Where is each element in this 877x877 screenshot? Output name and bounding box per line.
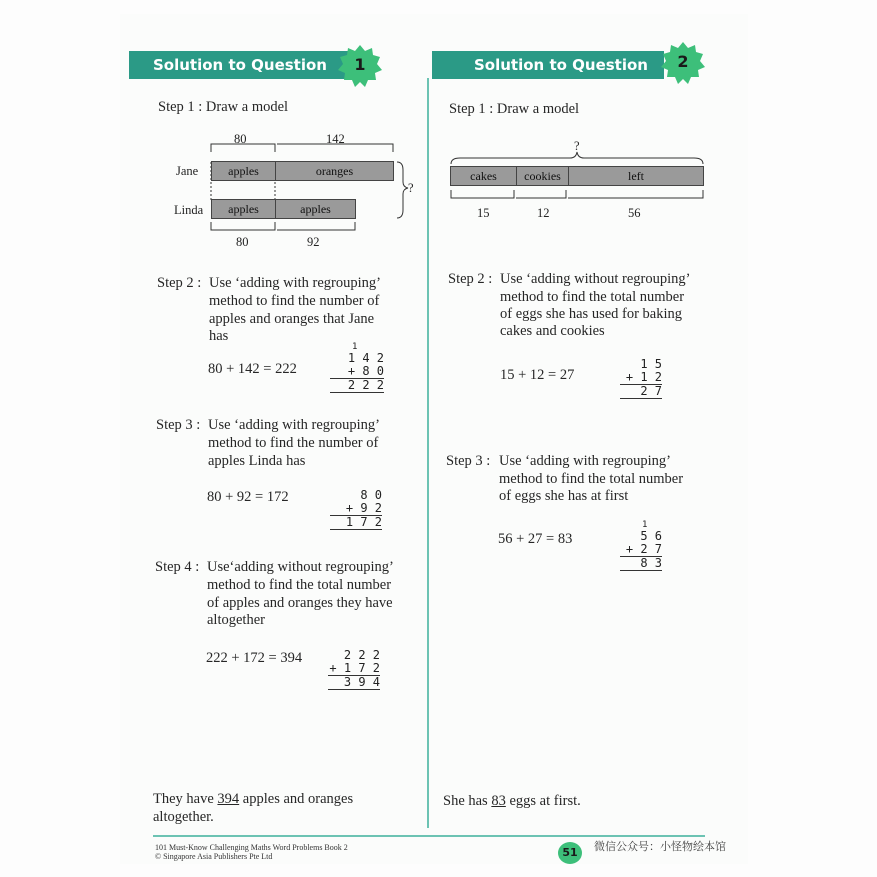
left-step2-label: Step 2 :	[157, 275, 202, 291]
carry-digit: 1	[642, 520, 648, 530]
right-step2-line3: of eggs she has used for baking	[500, 306, 683, 322]
sum-result: 2 2 2	[330, 378, 384, 393]
page-number: 51	[562, 846, 578, 859]
jane-segment-apples: apples	[212, 162, 276, 180]
watermark-text: 微信公众号：小怪物绘本馆	[594, 840, 726, 853]
right-step2-line2: method to find the total number	[500, 289, 685, 305]
left-step2-line2: method to find the number of	[209, 293, 380, 309]
right-step2-line1: Use ‘adding without regrouping’	[500, 271, 691, 287]
addend-bottom: + 2 7	[625, 542, 662, 556]
right-step2-label: Step 2 :	[448, 271, 493, 287]
right-label-12: 12	[537, 206, 550, 220]
right-answer-pre: She has	[443, 793, 492, 809]
addend-bottom: + 1 7 2	[329, 661, 380, 675]
sum-result: 1 7 2	[330, 515, 382, 530]
right-header-title: Solution to Question	[474, 56, 648, 74]
right-step2-equation: 15 + 12 = 27	[500, 367, 575, 383]
left-header-title: Solution to Question	[153, 56, 327, 74]
jane-segment-oranges: oranges	[315, 164, 354, 178]
right-step3-column-addition	[620, 520, 662, 571]
left-bottom-label-80: 80	[236, 235, 249, 249]
right-answer-number: 83	[491, 793, 506, 809]
left-step3-label: Step 3 :	[156, 417, 201, 433]
left-step3-line1: Use ‘adding with regrouping’	[208, 417, 380, 433]
carry-digit: 1	[352, 342, 358, 352]
left-step3-equation: 80 + 92 = 172	[207, 489, 289, 505]
left-step2-line4: has	[209, 328, 229, 344]
question-1-number: 1	[354, 55, 366, 74]
left-answer-line1	[153, 791, 353, 808]
question-2-number: 2	[677, 52, 689, 71]
addend-top: 1 4 2	[347, 351, 384, 365]
right-answer	[443, 793, 581, 810]
left-step1: Step 1 : Draw a model	[158, 99, 289, 115]
left-step2-line1: Use ‘adding with regrouping’	[209, 275, 381, 291]
left-answer-number: 394	[217, 791, 240, 807]
jane-bar	[211, 161, 394, 181]
left-step3-column-addition	[330, 489, 382, 530]
left-header-banner	[129, 51, 355, 79]
left-step3-line3: apples Linda has	[208, 453, 306, 469]
linda-bar	[211, 199, 356, 219]
right-header-banner	[432, 51, 664, 79]
left-step4-line2: method to find the total number	[207, 577, 392, 593]
left-step4-column-addition	[328, 649, 380, 690]
eggs-segment-left: left	[628, 169, 644, 183]
question-1-badge	[337, 44, 383, 90]
question-2-badge	[660, 41, 706, 87]
left-step4-equation: 222 + 172 = 394	[206, 650, 303, 666]
addend-bottom: + 1 2	[625, 370, 662, 384]
left-top-label-142: 142	[326, 132, 345, 146]
linda-segment-apples-1: apples	[212, 200, 276, 218]
footer-book-title: 101 Must-Know Challenging Maths Word Problems Book 2	[155, 843, 348, 852]
left-answer-post: apples and oranges	[239, 791, 354, 807]
left-step4-label: Step 4 :	[155, 559, 200, 575]
right-step1: Step 1 : Draw a model	[449, 101, 580, 117]
left-model-braces	[205, 140, 415, 245]
right-step3-line1: Use ‘adding with regrouping’	[499, 453, 671, 469]
left-answer-pre: They have	[153, 791, 218, 807]
addend-top: 8 0	[360, 488, 382, 502]
addend-bottom: + 8 0	[347, 364, 384, 378]
left-answer-line2: altogether.	[153, 809, 214, 825]
right-step3-label: Step 3 :	[446, 453, 491, 469]
eggs-segment-cookies: cookies	[517, 167, 569, 185]
column-divider	[427, 78, 429, 828]
right-answer-post: eggs at first.	[505, 793, 581, 809]
right-total-question: ?	[574, 139, 580, 153]
addend-top: 2 2 2	[343, 648, 380, 662]
left-step3-line2: method to find the number of	[208, 435, 379, 451]
addend-top: 1 5	[640, 357, 662, 371]
sum-result: 8 3	[620, 556, 662, 571]
left-top-label-80: 80	[234, 132, 247, 146]
footer-rule	[153, 835, 705, 837]
sum-result: 2 7	[620, 384, 662, 399]
right-label-15: 15	[477, 206, 490, 220]
right-step2-line4: cakes and cookies	[500, 323, 605, 339]
left-step2-line3: apples and oranges that Jane	[209, 311, 375, 327]
right-label-56: 56	[628, 206, 641, 220]
left-bottom-label-92: 92	[307, 235, 320, 249]
right-step3-line3: of eggs she has at first	[499, 488, 629, 504]
addend-top: 5 6	[640, 529, 662, 543]
right-step2-column-addition	[620, 358, 662, 399]
left-total-question: ?	[408, 181, 414, 195]
left-step2-equation: 80 + 142 = 222	[208, 361, 297, 377]
left-row-name-linda: Linda	[174, 203, 204, 217]
left-step2-column-addition	[330, 342, 384, 393]
sum-result: 3 9 4	[328, 675, 380, 690]
eggs-bar	[450, 166, 704, 186]
footer-copyright: © Singapore Asia Publishers Pte Ltd	[155, 852, 273, 861]
right-step3-line2: method to find the total number	[499, 471, 684, 487]
page-number-badge	[558, 842, 582, 864]
eggs-segment-cakes: cakes	[451, 167, 517, 185]
left-step4-line3: of apples and oranges they have	[207, 595, 393, 611]
left-step4-line4: altogether	[207, 612, 265, 628]
addend-bottom: + 9 2	[345, 501, 382, 515]
linda-segment-apples-2: apples	[300, 202, 331, 216]
left-step4-line1: Use‘adding without regrouping’	[207, 559, 394, 575]
right-step3-equation: 56 + 27 = 83	[498, 531, 573, 547]
left-row-name-jane: Jane	[176, 164, 199, 178]
